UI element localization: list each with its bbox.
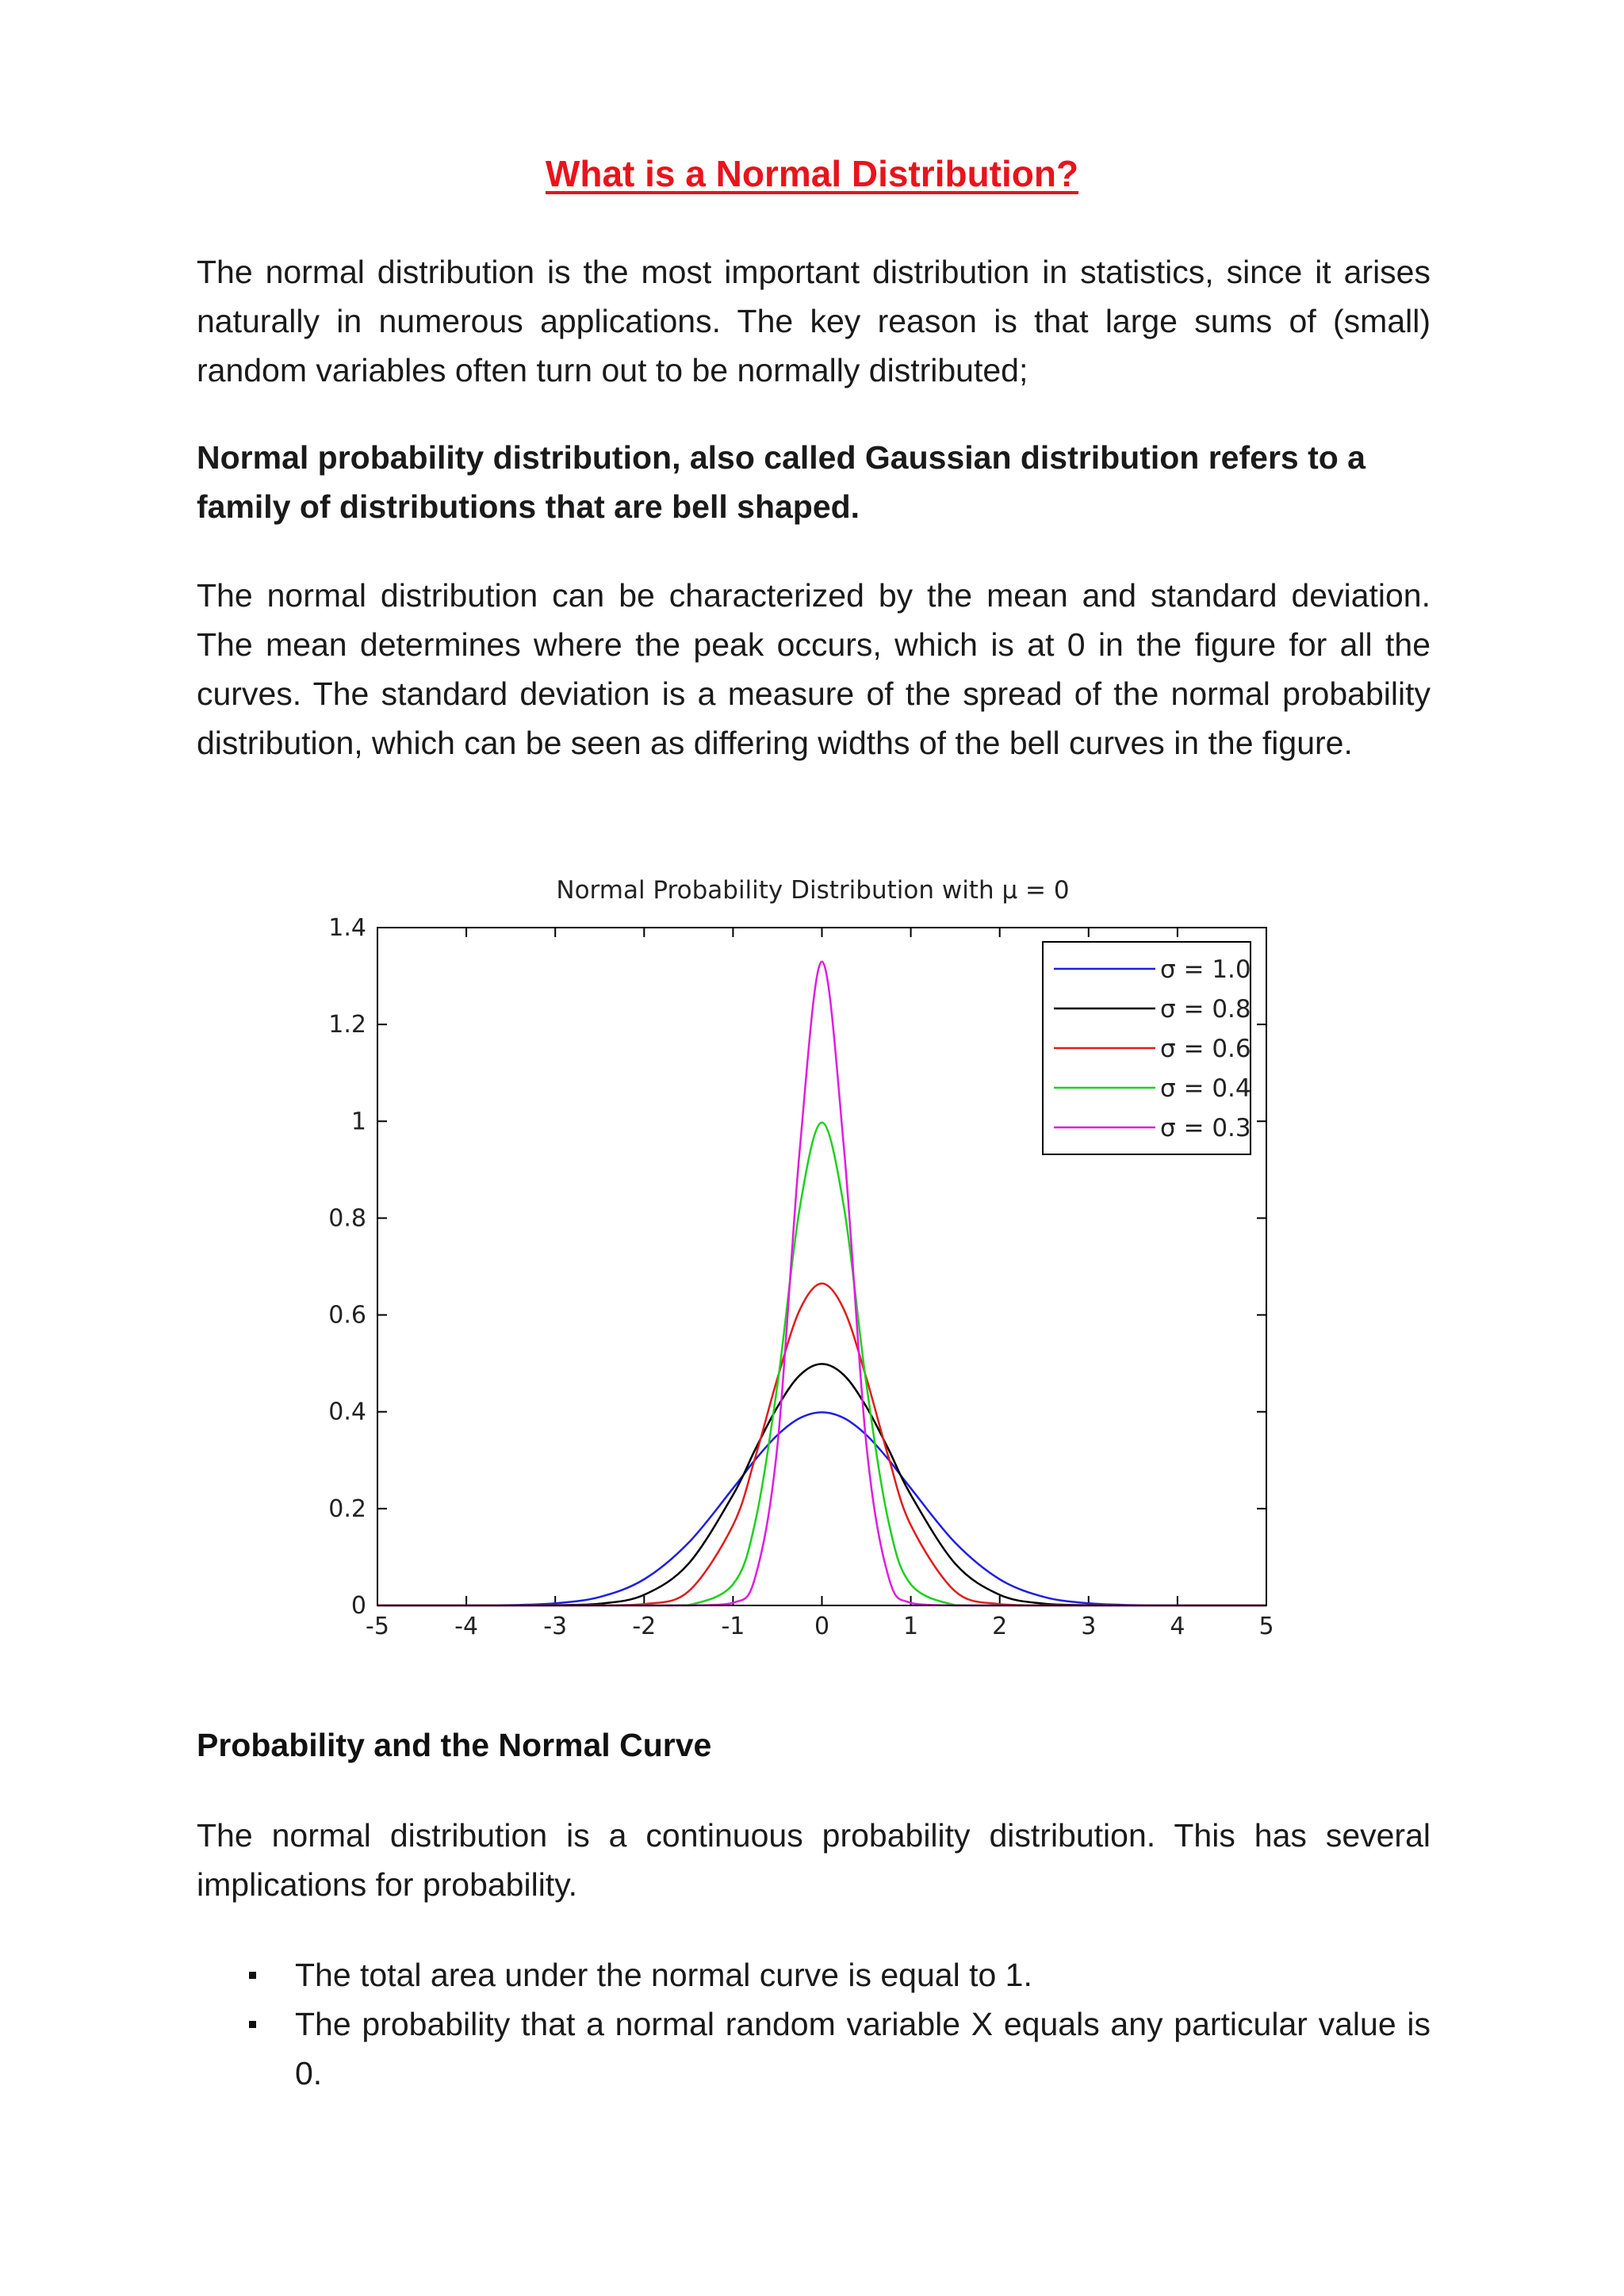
chart-title: Normal Probability Distribution with μ = 0 [556, 876, 1070, 905]
x-tick-label: 1 [903, 1613, 919, 1640]
intro-paragraph: The normal distribution is the most important distribution in statistics, since it arises naturally in numerous applications. The key reason is that large sums of (small) random variables often turn out to be normally distributed; [197, 254, 1431, 388]
bullet-item-1 [197, 1950, 1431, 1999]
x-tick-label: -4 [454, 1613, 479, 1640]
bullet-item-2 [197, 1999, 1431, 2098]
y-tick-label: 0.4 [328, 1398, 366, 1426]
legend-label: σ = 0.8 [1160, 995, 1251, 1024]
legend-label: σ = 1.0 [1160, 955, 1251, 984]
y-tick-label: 1.4 [328, 914, 366, 942]
section-heading: Probability and the Normal Curve [197, 1727, 712, 1763]
bullet-marker-icon [249, 1972, 256, 1979]
y-tick-label: 0.6 [328, 1301, 366, 1330]
series-line-2 [377, 1364, 1266, 1605]
x-tick-label: 3 [1081, 1613, 1097, 1640]
bullet-text: The total area under the normal curve is equal to 1. [295, 1957, 1032, 1993]
bullet-list [197, 1950, 1431, 2098]
definition-paragraph: Normal probability distribution, also called Gaussian distribution refers to a family of distributions that are bell shaped. [197, 439, 1365, 525]
x-tick-label: 2 [992, 1613, 1008, 1640]
x-tick-label: -5 [366, 1613, 389, 1640]
x-tick-label: 0 [814, 1613, 830, 1640]
x-tick-label: 4 [1170, 1613, 1185, 1640]
legend-label: σ = 0.3 [1160, 1114, 1251, 1142]
series-line-1 [377, 1412, 1266, 1605]
chart-legend [1043, 942, 1251, 1154]
y-tick-label: 1 [350, 1108, 366, 1136]
y-tick-label: 0.8 [328, 1204, 366, 1233]
y-tick-label: 1.2 [328, 1011, 366, 1039]
x-tick-label: -1 [721, 1613, 745, 1640]
y-tick-label: 0.2 [328, 1494, 366, 1523]
normal-distribution-chart [301, 864, 1308, 1657]
series-line-3 [377, 1284, 1266, 1605]
bullet-text: The probability that a normal random variable X equals any particular value is 0. [295, 2006, 1431, 2091]
x-tick-label: -2 [632, 1613, 657, 1640]
section-paragraph: The normal distribution is a continuous probability distribution. This has several implications for probability. [197, 1817, 1431, 1903]
legend-label: σ = 0.6 [1160, 1035, 1251, 1063]
y-tick-label: 0 [350, 1592, 366, 1620]
x-tick-label: -3 [543, 1613, 568, 1640]
x-tick-label: 5 [1258, 1613, 1274, 1640]
bullet-marker-icon [249, 2021, 256, 2028]
characterization-paragraph: The normal distribution can be characterized by the mean and standard deviation. The mean determines where the peak occurs, which is at 0 in the figure for all the curves. The standard deviation is a measure of the spread of the normal probability distribution, which can be seen as differing widths of the bell curves in the figure. [197, 577, 1431, 761]
legend-label: σ = 0.4 [1160, 1074, 1251, 1103]
document-title: What is a Normal Distribution? [545, 153, 1079, 194]
